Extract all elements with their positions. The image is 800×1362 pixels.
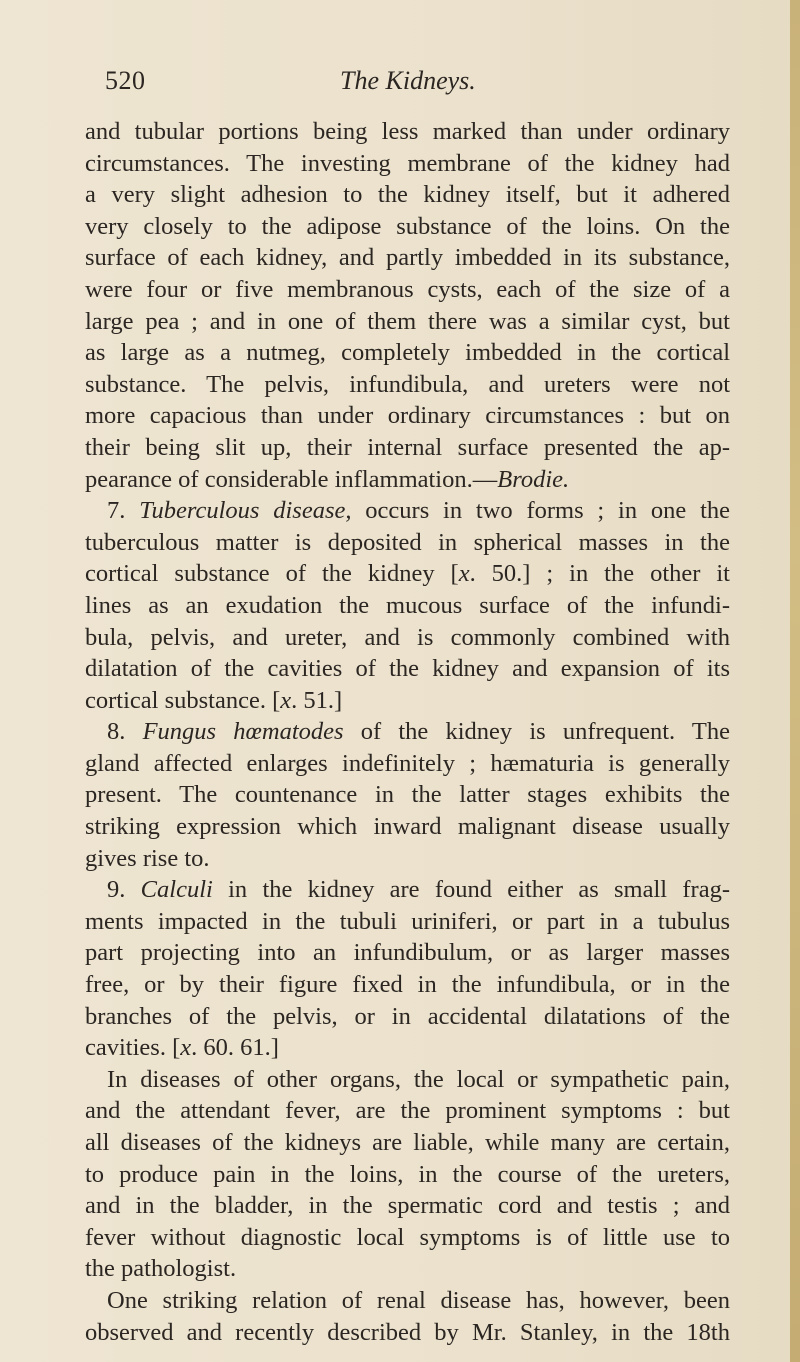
text-run: ments impacted in the tubuli uriniferi, or part in a tubulus [85, 907, 730, 935]
body-text [85, 116, 730, 1348]
text-line [85, 1253, 730, 1285]
text-run: cortical substance. [ [85, 686, 281, 714]
text-line [85, 337, 730, 369]
italic-text: x [458, 560, 470, 588]
text-line [85, 811, 730, 843]
text-line [85, 274, 730, 306]
text-line [85, 1159, 730, 1191]
page-number: 520 [105, 66, 146, 95]
text-run: . 50.] ; in the other it [469, 560, 730, 588]
text-run: all diseases of the kidneys are liable, while many are certain, [85, 1129, 730, 1156]
text-line [85, 464, 730, 496]
text-run: branches of the pelvis, or in accidental dilatations of the [85, 1002, 730, 1030]
text-line [85, 369, 730, 401]
text-run: gland affected enlarges indefinitely ; hæmaturia is generally [85, 749, 730, 777]
text-run: a very slight adhesion to the kidney itself, but it adhered [85, 181, 730, 209]
text-line [85, 748, 730, 780]
italic-text: Fungus hœmatodes [142, 718, 344, 746]
text-line [85, 969, 730, 1001]
text-run: in the kidney are found either as small frag- [212, 876, 730, 904]
text-run: very closely to the adipose substance of the loins. On the [85, 212, 730, 240]
text-line [85, 242, 730, 274]
text-run: substance. The pelvis, infundibula, and ureters were not [85, 370, 730, 398]
text-line [85, 622, 730, 654]
text-line [85, 1095, 730, 1127]
text-line [85, 1190, 730, 1222]
text-run: free, or by their figure fixed in the infundibula, or in the [85, 971, 730, 999]
text-line [85, 558, 730, 590]
italic-text: x [280, 686, 292, 714]
text-run: lines as an exudation the mucous surface of the infundi- [85, 591, 730, 619]
text-run: gives rise to. [85, 844, 210, 872]
italic-text: Tuberculous disease, [139, 497, 352, 525]
text-line [85, 843, 730, 875]
text-line [85, 906, 730, 938]
text-run: In diseases of other organs, the local or sympathetic pain, [107, 1065, 730, 1093]
text-run: fever without diagnostic local symptoms is of little use to [85, 1223, 730, 1251]
italic-text: Brodie. [497, 465, 570, 493]
text-line [85, 1001, 730, 1033]
text-run: occurs in two forms ; in one the [351, 497, 730, 525]
text-run: and the attendant fever, are the prominent symptoms : but [85, 1097, 730, 1125]
text-line [85, 590, 730, 622]
text-run: cortical substance of the kidney [ [85, 560, 459, 588]
text-line [85, 148, 730, 180]
text-run: more capacious than under ordinary circumstances : but on [85, 402, 730, 430]
text-line [85, 179, 730, 211]
text-line [85, 1064, 730, 1096]
text-line [85, 874, 730, 906]
text-run: tuberculous matter is deposited in spherical masses in the [85, 528, 730, 556]
text-run: 8. [107, 718, 143, 746]
text-run: circumstances. The investing membrane of the kidney had [85, 149, 730, 177]
text-run: . 51.] [291, 686, 343, 714]
text-line [85, 495, 730, 527]
text-run: surface of each kidney, and partly imbedded in its substance, [85, 244, 730, 272]
text-line [85, 685, 730, 717]
text-line [85, 400, 730, 432]
text-line [85, 306, 730, 338]
text-line [85, 1127, 730, 1159]
text-run: cavities. [ [85, 1034, 181, 1062]
text-run: were four or five membranous cysts, each of the size of a [85, 275, 730, 303]
text-line [85, 653, 730, 685]
text-run: their being slit up, their internal surface presented the ap- [85, 433, 730, 461]
text-line [85, 432, 730, 464]
text-run: large pea ; and in one of them there was a similar cyst, but [85, 307, 730, 335]
text-run: pearance of considerable inflammation.— [85, 465, 498, 493]
text-run: part projecting into an infundibulum, or as larger masses [85, 939, 730, 967]
text-run: . 60. 61.] [191, 1034, 279, 1062]
text-run: present. The countenance in the latter stages exhibits the [85, 781, 730, 809]
page-header [85, 66, 730, 106]
text-line [85, 779, 730, 811]
text-run: and tubular portions being less marked than under ordinary [85, 118, 730, 145]
text-run: as large as a nutmeg, completely imbedded in the cortical [85, 339, 730, 367]
text-line [85, 1222, 730, 1254]
text-run: 9. [107, 876, 141, 904]
text-run: bula, pelvis, and ureter, and is commonly combined with [85, 623, 730, 651]
text-run: and in the bladder, in the spermatic cord and testis ; and [85, 1192, 730, 1220]
text-line [85, 937, 730, 969]
text-run: the pathologist. [85, 1255, 237, 1283]
text-run: dilatation of the cavities of the kidney and expansion of its [85, 655, 730, 683]
text-line [85, 1317, 730, 1349]
text-run: striking expression which inward malignant disease usually [85, 813, 730, 841]
page-edge [790, 0, 800, 1362]
running-title: The Kidneys. [340, 66, 476, 95]
text-line [85, 527, 730, 559]
text-run: observed and recently described by Mr. Stanley, in the 18th [85, 1318, 730, 1346]
italic-text: Calculi [140, 876, 213, 904]
text-line [85, 1285, 730, 1317]
text-line [85, 716, 730, 748]
text-run: One striking relation of renal disease has, however, been [107, 1286, 730, 1314]
text-line [85, 211, 730, 243]
text-run: to produce pain in the loins, in the course of the ureters, [85, 1160, 730, 1188]
text-line [85, 116, 730, 148]
text-line [85, 1032, 730, 1064]
text-run: of the kidney is unfrequent. The [343, 718, 730, 746]
text-run: 7. [107, 497, 140, 525]
italic-text: x [180, 1034, 192, 1062]
